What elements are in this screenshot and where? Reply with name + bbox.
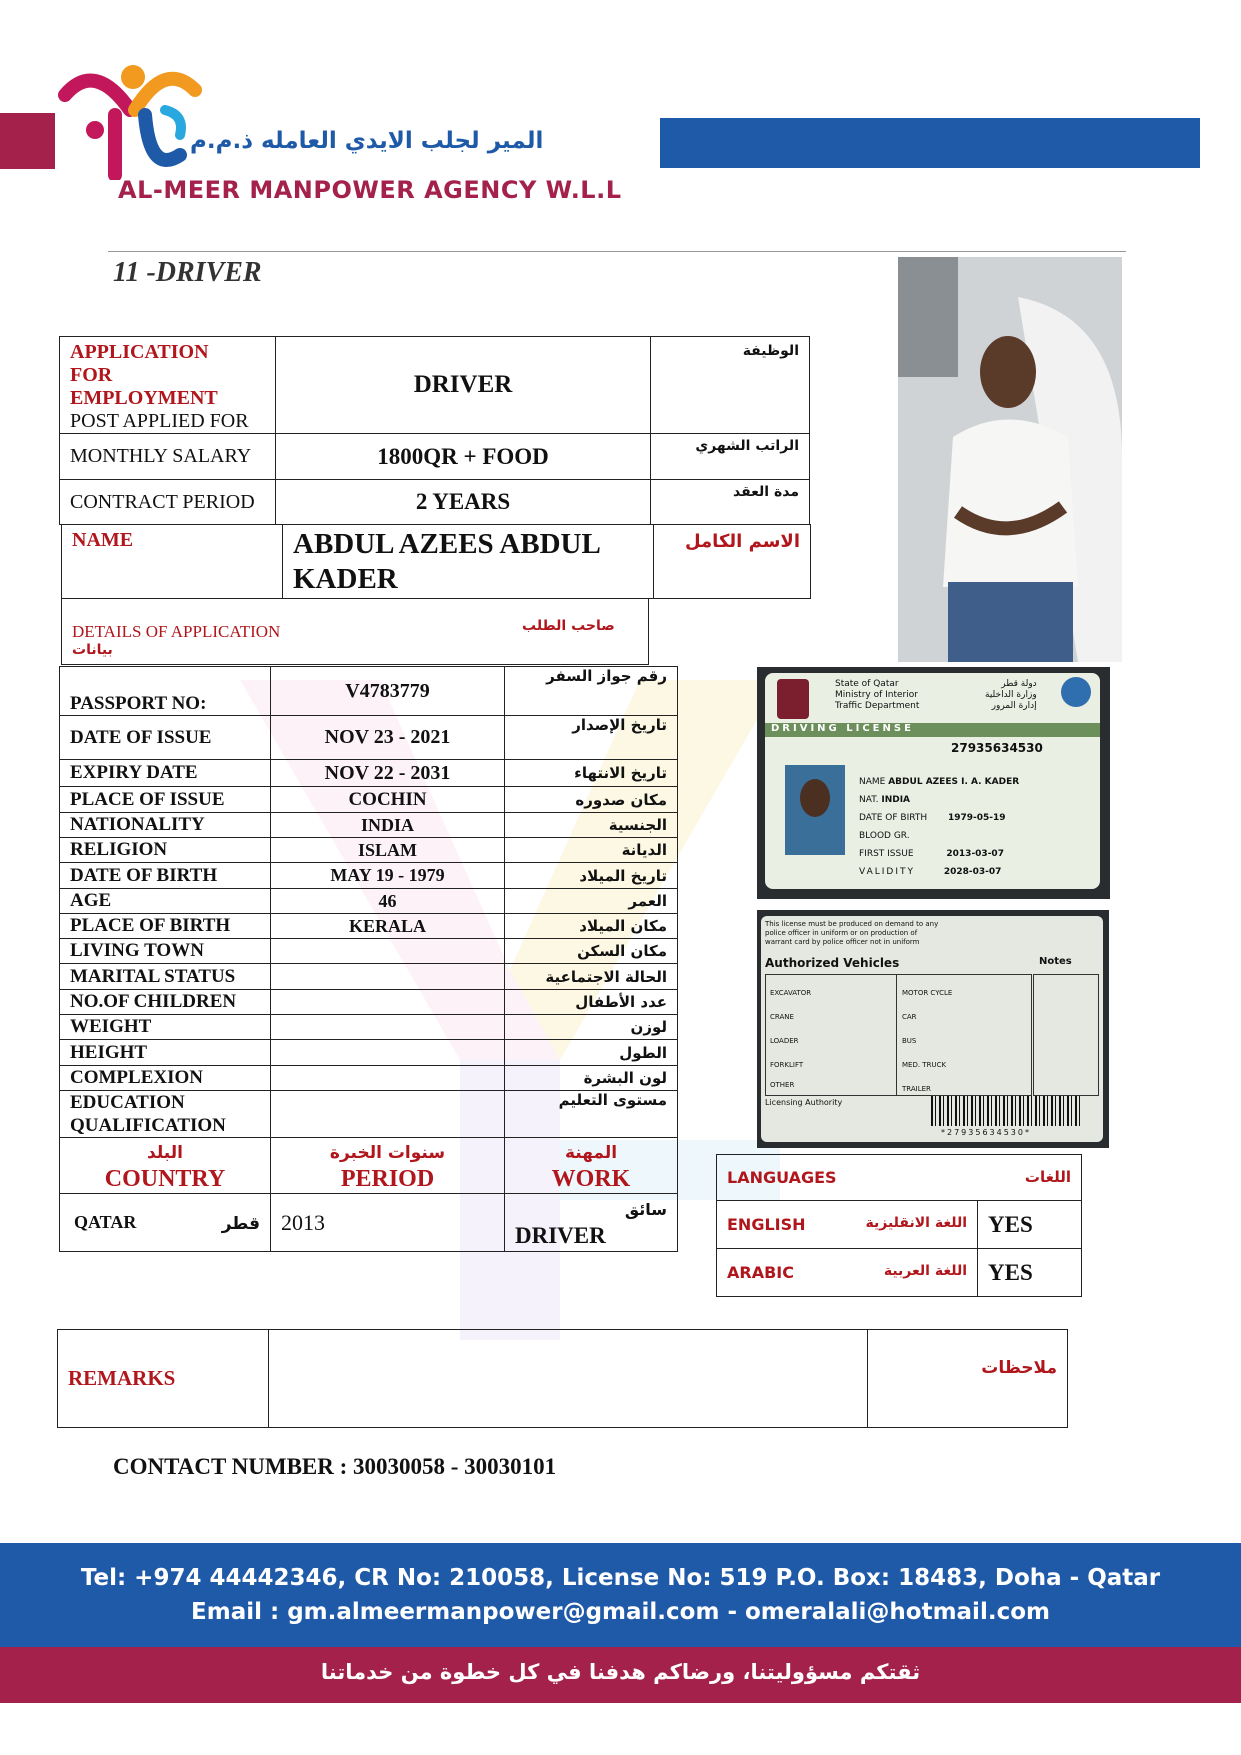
row-label: HEIGHT bbox=[60, 1040, 271, 1066]
row-value: COCHIN bbox=[271, 787, 505, 813]
row-label-ar: مكان الميلاد bbox=[505, 914, 678, 939]
name-label: NAME bbox=[62, 525, 283, 599]
table-row bbox=[60, 939, 678, 964]
remarks-label-ar: ملاحظات bbox=[868, 1330, 1068, 1428]
contract-label: CONTRACT PERIOD bbox=[60, 480, 276, 525]
remarks-label: REMARKS bbox=[58, 1330, 269, 1428]
name-label-ar: الاسم الكامل bbox=[654, 525, 811, 599]
vehicle-item: MOTOR CYCLE bbox=[902, 989, 953, 997]
authorized-vehicles-title: Authorized Vehicles bbox=[765, 956, 900, 970]
details-label: DETAILS OF APPLICATION bbox=[72, 622, 281, 641]
row-value bbox=[271, 1091, 505, 1138]
table-row bbox=[60, 889, 678, 914]
contact-number: CONTACT NUMBER : 30030058 - 30030101 bbox=[113, 1454, 557, 1479]
row-value bbox=[271, 939, 505, 964]
row-label-ar: مستوى التعليم bbox=[505, 1091, 678, 1138]
contract-value: 2 YEARS bbox=[276, 480, 651, 525]
work-ar: المهنة bbox=[564, 1142, 618, 1163]
period-en: PERIOD bbox=[340, 1165, 435, 1192]
table-row bbox=[60, 667, 678, 716]
languages-table bbox=[716, 1154, 1082, 1297]
salary-value: 1800QR + FOOD bbox=[276, 434, 651, 480]
post-value: DRIVER bbox=[276, 337, 651, 434]
language-level: YES bbox=[978, 1249, 1082, 1297]
application-table bbox=[59, 336, 810, 525]
validity-label: VALIDITY bbox=[859, 867, 915, 877]
languages-header bbox=[717, 1155, 1082, 1201]
vehicle-item: OTHER bbox=[770, 1081, 795, 1089]
row-label: LIVING TOWN bbox=[60, 939, 271, 964]
vehicles-right-list bbox=[902, 981, 952, 1101]
license-ministry-ar: وزارة الداخلية bbox=[985, 690, 1037, 700]
vehicle-item: CRANE bbox=[770, 1013, 794, 1021]
agency-logo bbox=[55, 55, 205, 180]
row-label: DATE OF BIRTH bbox=[60, 863, 271, 889]
remarks-table bbox=[57, 1329, 1068, 1428]
notes-title: Notes bbox=[1039, 956, 1072, 967]
row-label-ar: الطول bbox=[505, 1040, 678, 1066]
row-value: MAY 19 - 1979 bbox=[271, 863, 505, 889]
language-name bbox=[717, 1201, 978, 1249]
driving-license-front bbox=[757, 667, 1110, 899]
salary-label-ar: الراتب الشهري bbox=[651, 434, 810, 480]
work-header bbox=[505, 1138, 678, 1194]
experience-period: 2013 bbox=[271, 1194, 505, 1252]
experience-country-ar: قطر bbox=[221, 1213, 260, 1234]
row-value: INDIA bbox=[271, 813, 505, 838]
license-ministry: Ministry of Interior bbox=[835, 690, 918, 700]
row-value: ISLAM bbox=[271, 838, 505, 863]
row-label: MARITAL STATUS bbox=[60, 964, 271, 990]
vehicle-item: EXCAVATOR bbox=[770, 989, 812, 997]
row-value: NOV 22 - 2031 bbox=[271, 760, 505, 787]
language-ar: اللغة الانقليزية bbox=[865, 1215, 967, 1231]
first-issue-label: FIRST ISSUE bbox=[859, 849, 914, 859]
language-level: YES bbox=[978, 1201, 1082, 1249]
application-label-3: EMPLOYMENT bbox=[70, 387, 218, 409]
vehicle-item: BUS bbox=[902, 1037, 917, 1045]
country-en: COUNTRY bbox=[104, 1165, 226, 1192]
table-row bbox=[60, 1015, 678, 1040]
language-en: ARABIC bbox=[727, 1263, 794, 1282]
experience-work bbox=[505, 1194, 678, 1252]
period-ar: سنوات الخبرة bbox=[329, 1142, 446, 1163]
country-ar: البلد bbox=[147, 1142, 183, 1163]
row-label: EXPIRY DATE bbox=[60, 760, 271, 787]
post-label-ar: الوظيفة bbox=[651, 337, 810, 434]
row-label: PASSPORT NO: bbox=[60, 667, 271, 716]
table-row bbox=[60, 787, 678, 813]
experience-country-en: QATAR bbox=[74, 1211, 137, 1232]
license-first-issue: 2013-03-07 bbox=[946, 849, 1004, 859]
row-label-ar: الحالة الاجتماعية bbox=[505, 964, 678, 990]
application-label-2: FOR bbox=[70, 364, 113, 386]
row-label: PLACE OF BIRTH bbox=[60, 914, 271, 939]
footer-line-1: Tel: +974 44442346, CR No: 210058, License No: 519 P.O. Box: 18483, Doha - Qatar bbox=[80, 1565, 1161, 1591]
row-label-ar: مكان السكن bbox=[505, 939, 678, 964]
dob-field-label: DATE OF BIRTH bbox=[859, 813, 928, 823]
row-label-ar: لون البشرة bbox=[505, 1066, 678, 1091]
barcode-text: *27935634530* bbox=[941, 1128, 1031, 1137]
footer-contact-band bbox=[0, 1543, 1241, 1653]
license-issuer bbox=[835, 679, 919, 712]
table-row bbox=[60, 964, 678, 990]
application-label-1: APPLICATION bbox=[70, 341, 209, 363]
nat-field-label: NAT. bbox=[859, 795, 879, 805]
experience-row bbox=[60, 1194, 678, 1252]
footer-slogan-band bbox=[0, 1647, 1241, 1703]
footer-slogan: ثقتكم مسؤوليتنا، ورضاكم هدفنا في كل خطوة من خدماتنا bbox=[320, 1660, 921, 1684]
experience-country bbox=[60, 1194, 271, 1252]
license-dept-ar: إدارة المرور bbox=[991, 701, 1037, 711]
row-label-ar: العمر bbox=[505, 889, 678, 914]
salary-label: MONTHLY SALARY bbox=[60, 434, 276, 480]
post-applied-label: POST APPLIED FOR bbox=[70, 410, 249, 432]
license-fields bbox=[859, 773, 1019, 881]
header-bar-left bbox=[0, 113, 55, 169]
experience-work-en: DRIVER bbox=[515, 1222, 606, 1248]
row-label: NATIONALITY bbox=[60, 813, 271, 838]
table-row bbox=[60, 990, 678, 1015]
license-notice: This license must be produced on demand to any police officer in uniform or on production of warrant card by police officer not in uniform bbox=[765, 920, 939, 946]
language-row bbox=[717, 1249, 1082, 1297]
language-ar: اللغة العربية bbox=[883, 1263, 967, 1279]
period-header bbox=[271, 1138, 505, 1194]
row-label-ar: تاريخ الانتهاء bbox=[505, 760, 678, 787]
qatar-emblem-icon bbox=[777, 679, 809, 719]
vehicle-item: FORKLIFT bbox=[770, 1061, 804, 1069]
vehicle-item: MED. TRUCK bbox=[902, 1061, 947, 1069]
row-label-ar: تاريخ الإصدار bbox=[505, 716, 678, 760]
license-state: State of Qatar bbox=[835, 679, 899, 689]
license-holder-photo bbox=[785, 765, 845, 855]
work-en: WORK bbox=[551, 1165, 631, 1192]
header-divider bbox=[108, 251, 1126, 252]
languages-title-ar: اللغات bbox=[1024, 1168, 1071, 1186]
license-holder-name: ABDUL AZEES I. A. KADER bbox=[888, 777, 1020, 787]
page-title: 11 -DRIVER bbox=[113, 257, 262, 288]
license-state-ar: دولة قطر bbox=[1001, 679, 1037, 689]
details-label-ar-2: بيانات bbox=[72, 642, 113, 658]
remarks-value bbox=[269, 1330, 868, 1428]
row-label-ar: الديانة bbox=[505, 838, 678, 863]
agency-name-ar: المير لجلب الايدي العامله ذ.م.م bbox=[190, 128, 544, 154]
license-issuer-ar bbox=[985, 679, 1037, 712]
languages-title-en: LANGUAGES bbox=[727, 1168, 837, 1187]
license-title: DRIVING LICENSE bbox=[765, 723, 1100, 737]
row-label-ar: رقم جواز السفر bbox=[505, 667, 678, 716]
row-value: KERALA bbox=[271, 914, 505, 939]
row-label-ar: مكان صدوره bbox=[505, 787, 678, 813]
row-value bbox=[271, 1015, 505, 1040]
license-number: 27935634530 bbox=[951, 741, 1043, 755]
license-dept: Traffic Department bbox=[835, 701, 920, 711]
table-row bbox=[60, 1066, 678, 1091]
row-label: COMPLEXION bbox=[60, 1066, 271, 1091]
row-label-ar: عدد الأطفال bbox=[505, 990, 678, 1015]
applicant-photo bbox=[898, 257, 1122, 662]
row-label-ar: لوزن bbox=[505, 1015, 678, 1040]
driving-license-back bbox=[757, 910, 1109, 1148]
vehicle-grid bbox=[765, 974, 1032, 1096]
contract-label-ar: مدة العقد bbox=[651, 480, 810, 525]
experience-work-ar: سائق bbox=[624, 1199, 667, 1219]
name-table bbox=[61, 524, 811, 599]
header-bar-right bbox=[660, 118, 1200, 168]
table-row bbox=[60, 813, 678, 838]
table-row bbox=[60, 1091, 678, 1138]
table-row bbox=[60, 914, 678, 939]
row-value bbox=[271, 1066, 505, 1091]
row-label: NO.OF CHILDREN bbox=[60, 990, 271, 1015]
row-label-ar: تاريخ الميلاد bbox=[505, 863, 678, 889]
vehicle-item: CAR bbox=[902, 1013, 917, 1021]
license-validity: 2028-03-07 bbox=[943, 867, 1002, 877]
table-row bbox=[60, 1040, 678, 1066]
row-value bbox=[271, 990, 505, 1015]
row-value: 46 bbox=[271, 889, 505, 914]
vehicle-item: TRAILER bbox=[902, 1085, 931, 1093]
blood-field-label: BLOOD GR. bbox=[859, 831, 910, 841]
person-photo-illustration bbox=[898, 257, 1122, 662]
footer-email: Email : gm.almeermanpower@gmail.com - omeralali@hotmail.com bbox=[191, 1599, 1050, 1625]
table-row bbox=[60, 863, 678, 889]
applicant-name: ABDUL AZEES ABDUL KADER bbox=[283, 525, 654, 599]
row-label: RELIGION bbox=[60, 838, 271, 863]
vehicles-left-list bbox=[770, 981, 811, 1077]
details-of-application-box bbox=[61, 598, 649, 665]
language-name bbox=[717, 1249, 978, 1297]
row-value bbox=[271, 964, 505, 990]
row-value bbox=[271, 1040, 505, 1066]
details-table bbox=[59, 666, 678, 1252]
name-field-label: NAME bbox=[859, 777, 886, 787]
license-back-card bbox=[761, 916, 1103, 1142]
language-en: ENGLISH bbox=[727, 1215, 806, 1234]
table-row bbox=[60, 716, 678, 760]
barcode bbox=[931, 1096, 1081, 1126]
row-label: PLACE OF ISSUE bbox=[60, 787, 271, 813]
licensing-authority: Licensing Authority bbox=[765, 1098, 843, 1107]
details-label-ar-1: صاحب الطلب bbox=[522, 618, 615, 634]
table-row bbox=[60, 838, 678, 863]
row-value: NOV 23 - 2021 bbox=[271, 716, 505, 760]
row-label: AGE bbox=[60, 889, 271, 914]
police-badge-icon bbox=[1061, 677, 1091, 707]
language-row bbox=[717, 1201, 1082, 1249]
row-label: DATE OF ISSUE bbox=[60, 716, 271, 760]
license-dob: 1979-05-19 bbox=[947, 813, 1006, 823]
notes-column bbox=[1033, 974, 1099, 1096]
table-row bbox=[60, 760, 678, 787]
experience-header-row bbox=[60, 1138, 678, 1194]
license-card bbox=[765, 673, 1100, 889]
row-label-ar: الجنسية bbox=[505, 813, 678, 838]
country-header bbox=[60, 1138, 271, 1194]
post-label-cell bbox=[60, 337, 276, 434]
row-label: WEIGHT bbox=[60, 1015, 271, 1040]
agency-name-en: AL-MEER MANPOWER AGENCY W.L.L bbox=[118, 176, 622, 204]
row-value: V4783779 bbox=[271, 667, 505, 716]
row-label: EDUCATION QUALIFICATION bbox=[60, 1091, 271, 1138]
vehicle-item: LOADER bbox=[770, 1037, 799, 1045]
license-nationality: INDIA bbox=[881, 795, 911, 805]
